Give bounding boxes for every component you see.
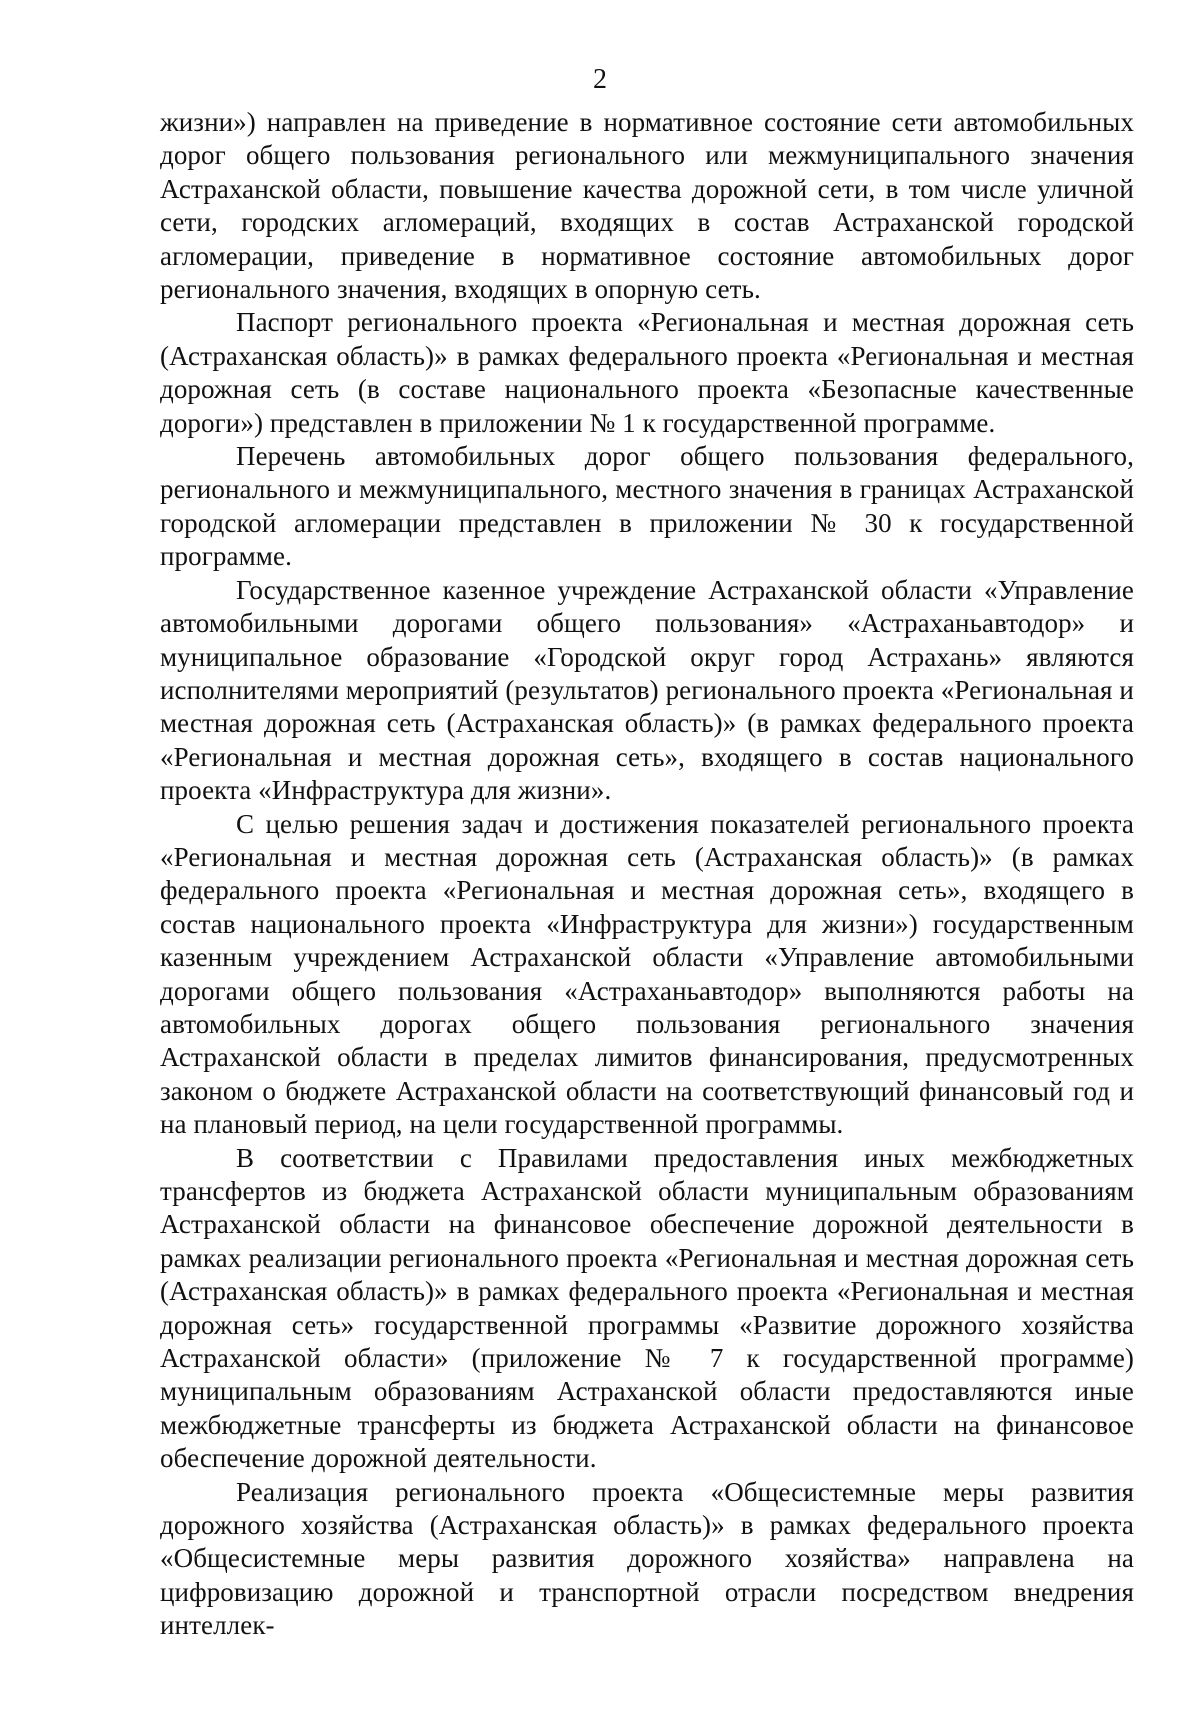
- paragraph-4: Государственное казенное учреждение Астраханской области «Управление автомобильными дорогами общего пользования» «Астраханьавтодор» и муниципальное образование «Городской округ город Астрахань» являются исполнителями мероприятий (результатов) регионального проекта «Региональная и местная дорожная сеть (Астраханская область)» (в рамках федерального проекта «Региональная и местная дорожная сеть», входящего в состав национального проекта «Инфраструктура для жизни».: [160, 574, 1134, 806]
- document-body: [160, 106, 1134, 1643]
- paragraph-3: Перечень автомобильных дорог общего пользования федерального, регионального и межмуниципального, местного значения в границах Астраханской городской агломерации представлен в приложении № 30 к государственной программе.: [160, 441, 1134, 572]
- paragraph-2: Паспорт регионального проекта «Региональная и местная дорожная сеть (Астраханская область)» в рамках федерального проекта «Региональная и местная дорожная сеть (в составе национального проекта «Безопасные качественные дороги») представлен в приложении № 1 к государственной программе.: [160, 307, 1134, 438]
- paragraph-5: С целью решения задач и достижения показателей регионального проекта «Региональная и местная дорожная сеть (Астраханская область)» (в рамках федерального проекта «Региональная и местная дорожная сеть», входящего в состав национального проекта «Инфраструктура для жизни») государственным казенным учреждением Астраханской области «Управление автомобильными дорогами общего пользования «Астраханьавтодор» выполняются работы на автомобильных дорогах общего пользования регионального значения Астраханской области в пределах лимитов финансирования, предусмотренных законом о бюджете Астраханской области на соответствующий финансовый год и на плановый период, на цели государственной программы.: [160, 808, 1134, 1140]
- paragraph-7: Реализация регионального проекта «Общесистемные меры развития дорожного хозяйства (Астраханская область)» в рамках федерального проекта «Общесистемные меры развития дорожного хозяйства» направлена на цифровизацию дорожной и транспортной отрасли посредством внедрения интеллек-: [160, 1476, 1134, 1641]
- page-number: 2: [593, 64, 607, 95]
- paragraph-6: В соответствии с Правилами предоставления иных межбюджетных трансфертов из бюджета Астраханской области муниципальным образованиям Астраханской области на финансовое обеспечение дорожной деятельности в рамках реализации регионального проекта «Региональная и местная дорожная сеть (Астраханская область)» в рамках федерального проекта «Региональная и местная дорожная сеть» государственной программы «Развитие дорожного хозяйства Астраханской области» (приложение № 7 к государственной программе) муниципальным образованиям Астраханской области предоставляются иные межбюджетные трансферты из бюджета Астраханской области на финансовое обеспечение дорожной деятельности.: [160, 1142, 1134, 1474]
- paragraph-1: жизни») направлен на приведение в нормативное состояние сети автомобильных дорог общего пользования регионального или межмуниципального значения Астраханской области, повышение качества дорожной сети, в том числе уличной сети, городских агломераций, входящих в состав Астраханской городской агломерации, приведение в нормативное состояние автомобильных дорог регионального значения, входящих в опорную сеть.: [160, 107, 1134, 305]
